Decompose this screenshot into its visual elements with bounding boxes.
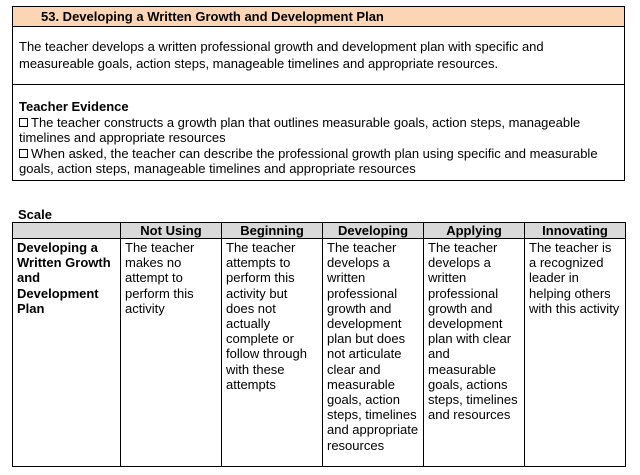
evidence-item-text: When asked, the teacher can describe the professional growth plan using specific and measurable goals, action steps, manageable timelines and appropriate resources <box>19 145 598 176</box>
column-header-developing: Developing <box>323 223 424 239</box>
cell-not-using: The teacher makes no attempt to perform this activity <box>121 239 222 467</box>
scale-table <box>12 222 626 467</box>
column-header-blank <box>13 223 121 239</box>
evidence-item <box>19 115 618 146</box>
table-row <box>13 239 626 467</box>
column-header-applying: Applying <box>424 223 525 239</box>
evidence-item-text: The teacher constructs a growth plan that outlines measurable goals, action steps, manageable timelines and appropriate resources <box>19 114 581 145</box>
checkbox-icon <box>19 118 28 127</box>
evidence-title: Teacher Evidence <box>19 99 129 114</box>
row-label: Developing a Written Growth and Development Plan <box>13 239 121 467</box>
scale-header-row <box>13 223 626 239</box>
scale-title: Scale <box>18 207 52 222</box>
column-header-not-using: Not Using <box>121 223 222 239</box>
standard-title: 53. Developing a Written Growth and Development Plan <box>13 7 624 27</box>
evidence-item <box>19 146 618 177</box>
teacher-evidence <box>13 85 624 177</box>
column-header-innovating: Innovating <box>525 223 626 239</box>
cell-developing: The teacher develops a written professional growth and development plan but does not articulate clear and measurable goals, action steps, timelines and appropriate resources <box>323 239 424 467</box>
standard-description: The teacher develops a written professional growth and development plan with specific and measureable goals, action steps, manageable timelines and appropriate resources. <box>13 27 624 85</box>
cell-applying: The teacher develops a written professional growth and development plan with clear and measurable goals, actions steps, timelines and resources <box>424 239 525 467</box>
cell-innovating: The teacher is a recognized leader in helping others with this activity <box>525 239 626 467</box>
checkbox-icon <box>19 149 28 158</box>
standard-box <box>12 6 625 181</box>
cell-beginning: The teacher attempts to perform this activity but does not actually complete or follow through with these attempts <box>222 239 323 467</box>
column-header-beginning: Beginning <box>222 223 323 239</box>
